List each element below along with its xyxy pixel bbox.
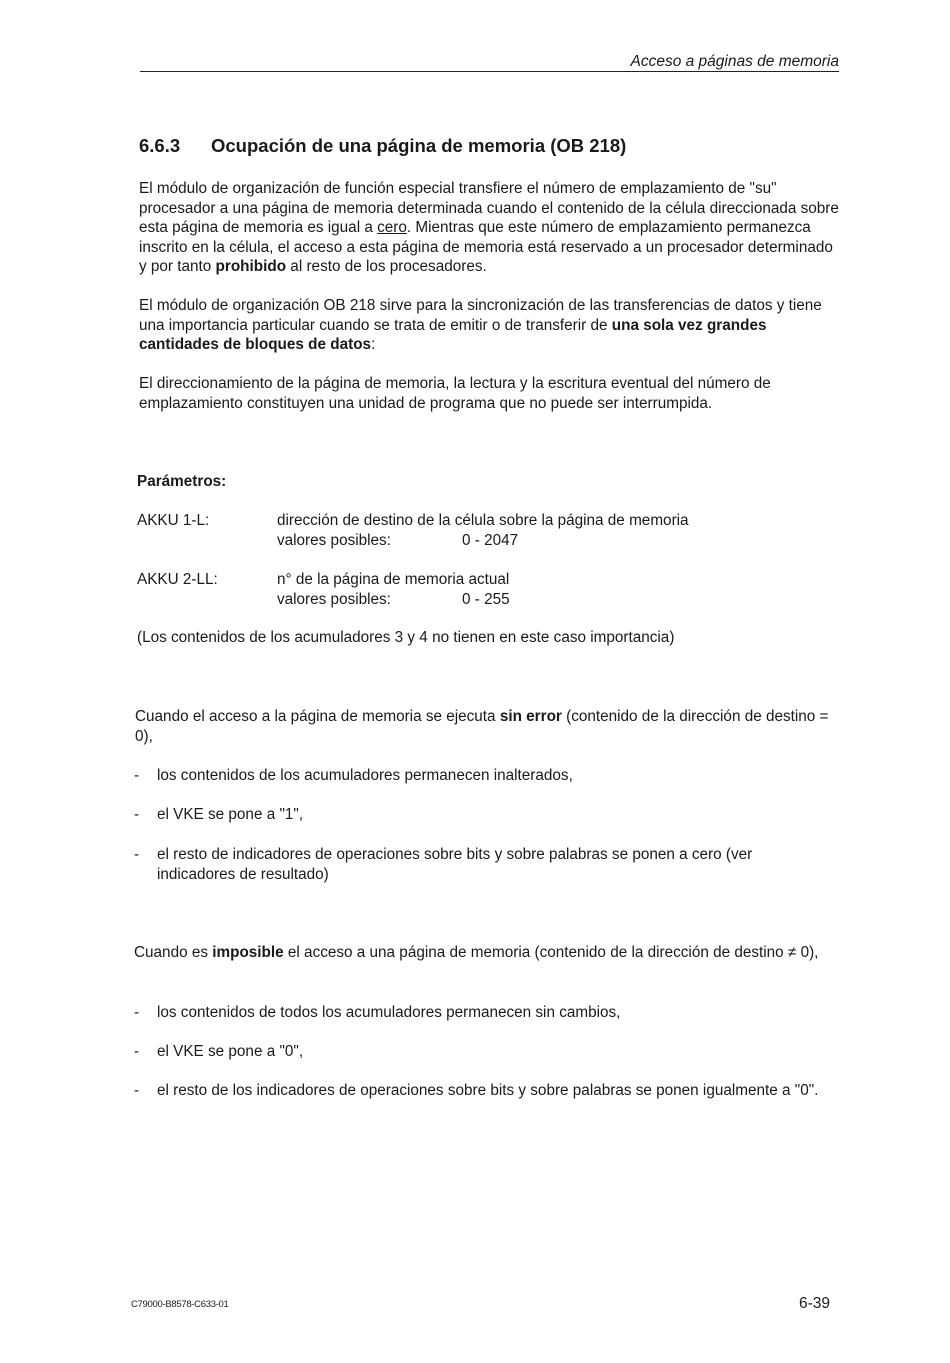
parameters-heading: Parámetros:: [137, 473, 227, 490]
paragraph-sync-text-a: El módulo de organización OB 218 sirve para la sincronización de las transferencias de datos y tiene una importancia particular cuando se trata de emitir o de transferir de: [139, 297, 822, 334]
list-item-text: los contenidos de todos los acumuladores permanecen sin cambios,: [157, 1004, 621, 1021]
list-item-text: el VKE se pone a "1",: [157, 806, 304, 823]
paragraph-sync: [139, 296, 839, 355]
paragraph-intro-underlined: cero: [377, 219, 407, 237]
failure-intro-bold: imposible: [212, 944, 284, 961]
paragraph-intro: [139, 179, 839, 277]
failure-intro: [134, 943, 834, 963]
paragraph-intro-text-a: El módulo de organización de función especial transfiere el número de emplazamiento de "su" procesador a una página de memoria determinada cuando el contenido de la célula direccionada sobre esta página de memoria es igual a: [139, 180, 839, 237]
parameter-range-label: valores posibles:: [277, 591, 391, 608]
parameter-range-value: 0 - 2047: [462, 532, 519, 549]
success-intro-bold: sin error: [499, 708, 562, 725]
parameter-range-label: valores posibles:: [277, 532, 391, 549]
document-reference: C79000-B8578-C633-01: [131, 1299, 229, 1310]
section-heading: Ocupación de una página de memoria (OB 218): [211, 135, 627, 156]
failure-intro-text-a: Cuando es: [134, 944, 213, 961]
section-number: 6.6.3: [139, 135, 181, 156]
paragraph-intro-bold: prohibido: [215, 258, 287, 276]
parameter-description: n° de la página de memoria actual: [277, 571, 510, 588]
list-item-text: el resto de los indicadores de operaciones sobre bits y sobre palabras se ponen igualmente a "0".: [157, 1082, 819, 1099]
running-header: Acceso a páginas de memoria: [630, 53, 839, 70]
success-intro-text-b: (contenido de la dirección de destino = 0),: [135, 708, 829, 745]
parameter-name: AKKU 2-LL:: [137, 571, 218, 588]
paragraph-sync-text-b: :: [371, 336, 376, 354]
paragraph-addressing: El direccionamiento de la página de memoria, la lectura y la escritura eventual del número de emplazamiento constituyen una unidad de programa que no puede ser interrumpida.: [139, 375, 771, 412]
bullet-dash: -: [134, 1082, 140, 1099]
bullet-dash: -: [134, 806, 140, 823]
paragraph-sync-bold: una sola vez grandes cantidades de bloques de datos: [139, 316, 767, 354]
parameter-description: dirección de destino de la célula sobre la página de memoria: [277, 512, 689, 529]
bullet-dash: -: [134, 1004, 140, 1021]
list-item-text: el resto de indicadores de operaciones sobre bits y sobre palabras se ponen a cero (ver indicadores de resultado): [157, 846, 753, 883]
list-item-text: los contenidos de los acumuladores permanecen inalterados,: [157, 767, 573, 784]
list-item-text: el VKE se pone a "0",: [157, 1043, 304, 1060]
failure-intro-text-b: el acceso a una página de memoria (contenido de la dirección de destino ≠ 0),: [283, 944, 819, 961]
parameter-name: AKKU 1-L:: [137, 512, 210, 529]
bullet-dash: -: [134, 846, 140, 863]
bullet-dash: -: [134, 1043, 140, 1060]
bullet-dash: -: [134, 767, 140, 784]
success-intro: [135, 707, 835, 746]
header-rule: [140, 71, 839, 72]
parameter-range-value: 0 - 255: [462, 591, 510, 608]
section-title: [139, 134, 626, 158]
success-intro-text-a: Cuando el acceso a la página de memoria se ejecuta: [135, 708, 500, 725]
paragraph-intro-text-b: . Mientras que este número de emplazamiento permanezca inscrito en la célula, el acceso a esta página de memoria está reservado a un procesador determinado y por tanto: [139, 219, 833, 276]
paragraph-intro-text-c: al resto de los procesadores.: [286, 258, 487, 276]
parameters-note: (Los contenidos de los acumuladores 3 y 4 no tienen en este caso importancia): [137, 629, 675, 646]
page-number: 6-39: [798, 1295, 830, 1312]
